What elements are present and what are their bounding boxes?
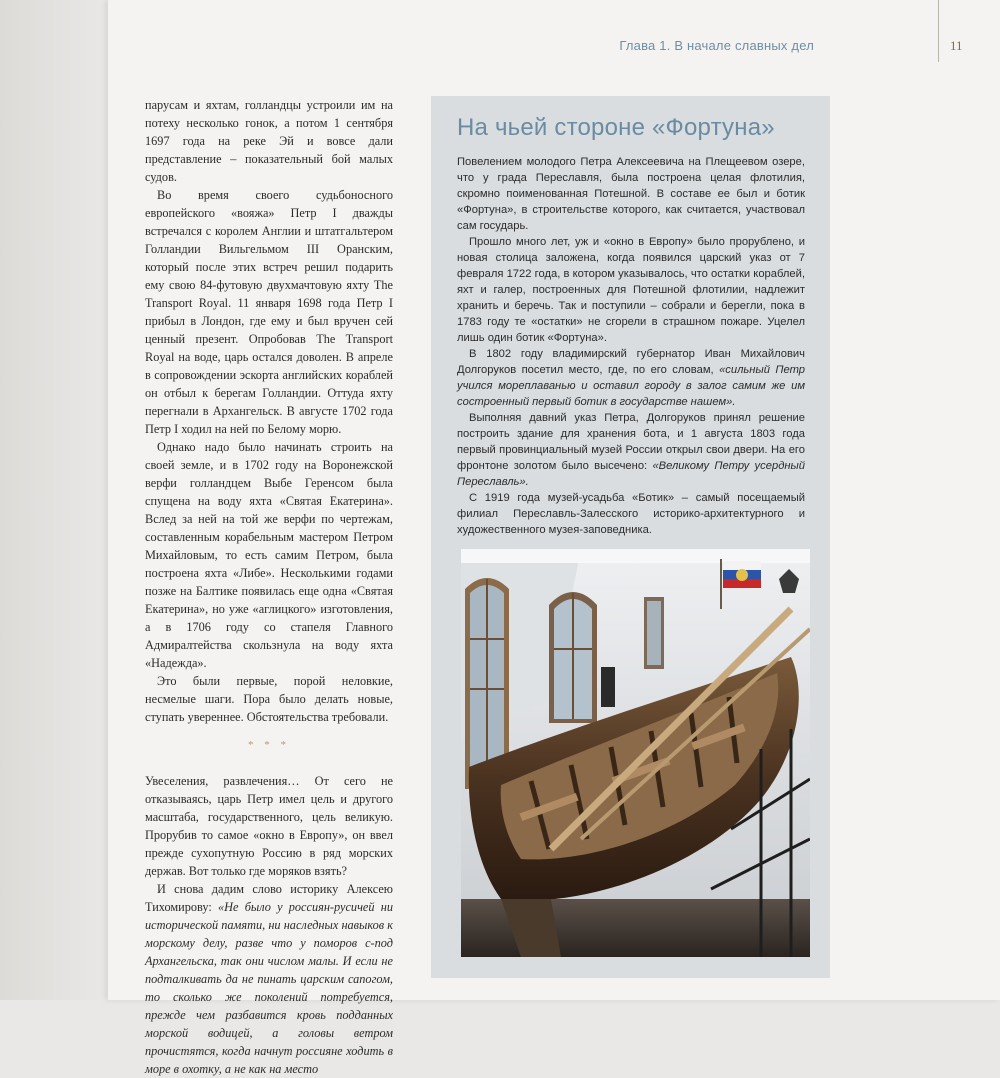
main-text-column bbox=[145, 96, 393, 1078]
sidebar-paragraph bbox=[457, 410, 805, 490]
paragraph-lead: В 1802 году владимирский губернатор Иван Михайлович Долгоруков посетил место, где, по его словам, bbox=[457, 348, 805, 376]
sidebar-paragraph: Повелением молодого Петра Алексеевича на Плещеевом озере, что у града Переславля, была построена целая флотилия, скромно поименованная Потешной. В составе ее был и ботик «Фортуна», в строительстве которого, как считается, участвовал сам государь. bbox=[457, 156, 805, 232]
sidebar-paragraph: Прошло много лет, уж и «окно в Европу» было прорублено, и новая столица заложена, когда появился царский указ от 7 февраля 1722 года, в котором указывалось, что остатки кораблей, яхт и галер, построенных для Потешной флотилии, надлежит хранить и беречь. Так и поступили – собрали и берегли, пока в 1783 году те «остатки» не сгорели в страшном пожаре. Уцелел лишь один ботик «Фортуна». bbox=[457, 236, 805, 344]
page-gutter bbox=[0, 0, 108, 1000]
paragraph: Это были первые, порой неловкие, несмелые шаги. Пора было делать новые, ступать увереннее. Обстоятельства требовали. bbox=[145, 674, 393, 724]
header-divider bbox=[938, 0, 939, 62]
sidebar-box bbox=[431, 96, 830, 978]
running-title: Глава 1. В начале славных дел bbox=[619, 38, 814, 53]
sidebar-paragraph: С 1919 года музей-усадьба «Ботик» – самый посещаемый филиал Переславль-Залесского историко-архитектурного и художественного музея-заповедника. bbox=[457, 492, 805, 536]
quotation: «сильный Петр учился мореплаванью и оставил городу в залог самим же им состроенный первый ботик в государстве нашем». bbox=[457, 364, 805, 408]
sidebar-text bbox=[457, 154, 805, 538]
paragraph-lead: И снова дадим слово историку Алексею Тихомирову: bbox=[145, 882, 393, 914]
paragraph: парусам и яхтам, голландцы устроили им на потеху несколько гонок, а потом 1 сентября 1697 года на реке Эй и вовсе дали представление – показательный бой малых судов. bbox=[145, 98, 393, 184]
paragraph: Однако надо было начинать строить на своей земле, и в 1702 году на Воронежской верфи голландцем Выбе Геренсом была спущена на воду яхта «Святая Екатерина». Вслед за ней на той же верфи по чертежам, составленным корабельным мастером Петром Михайловым, то есть самим Петром, была построена яхта «Либе». Несколькими годами позже на Балтике появилась еще одна «Святая Екатерина», но уже «аглицкого» изготовления, а в 1706 году со стапеля Главного Адмиралтейства скользнула на воду яхта «Надежда». bbox=[145, 440, 393, 670]
quotation: «Не было у россиян-русичей ни исторической памяти, ни наследных навыков к морскому делу, разве что у поморов с-под Архангельска, так они числом малы. И если не подталкивать да не пинать царским сапогом, то сколько же поколений потребуется, прежде чем разбавится кровь подданных морской водицей, а головы ветром прочистятся, когда начнут россияне ходить в море в охотку, а не как на место bbox=[145, 900, 393, 1076]
sidebar-title: На чьей стороне «Фортуна» bbox=[457, 114, 775, 141]
section-separator: * * * bbox=[248, 739, 290, 751]
paragraph: Увеселения, развлечения… От сего не отказываясь, царь Петр имел цель и другого масштаба, государственного, цель великую. Прорубив то самое «окно в Европу», он ввел прежде сухопутную Россию в ряд морских держав. Вот только где моряков взять? bbox=[145, 774, 393, 878]
sidebar-paragraph bbox=[457, 346, 805, 410]
paragraph bbox=[145, 880, 393, 1078]
quotation: «Великому Петру усердный Переславль». bbox=[457, 460, 805, 488]
paragraph: Во время своего судьбоносного европейского «вояжа» Петр I дважды встречался с королем Англии и штатгальтером Голландии Вильгельмом III Оранским, который после этих встреч решил подарить ему свою 84-футовую двухмачтовую яхту The Transport Royal. 11 января 1698 года Петр I прибыл в Лондон, где ему и был вручен сей ценный презент. Опробовав The Transport Royal на воде, царь остался доволен. В апреле в сопровождении эскорта английских кораблей он отбыл к берегам Голландии. Оттуда яхту перегнали в Архангельск. В августе 1702 года Петр I ходил на ней по Белому морю. bbox=[145, 188, 393, 436]
boat-museum-photo bbox=[461, 549, 810, 957]
page-number: 11 bbox=[950, 38, 963, 53]
paragraph-lead: Выполняя давний указ Петра, Долгоруков принял решение построить здание для хранения бота, и 1 августа 1803 года первый провинциальный музей России открыл свои двери. На его фронтоне золотом было высечено: bbox=[457, 412, 805, 472]
